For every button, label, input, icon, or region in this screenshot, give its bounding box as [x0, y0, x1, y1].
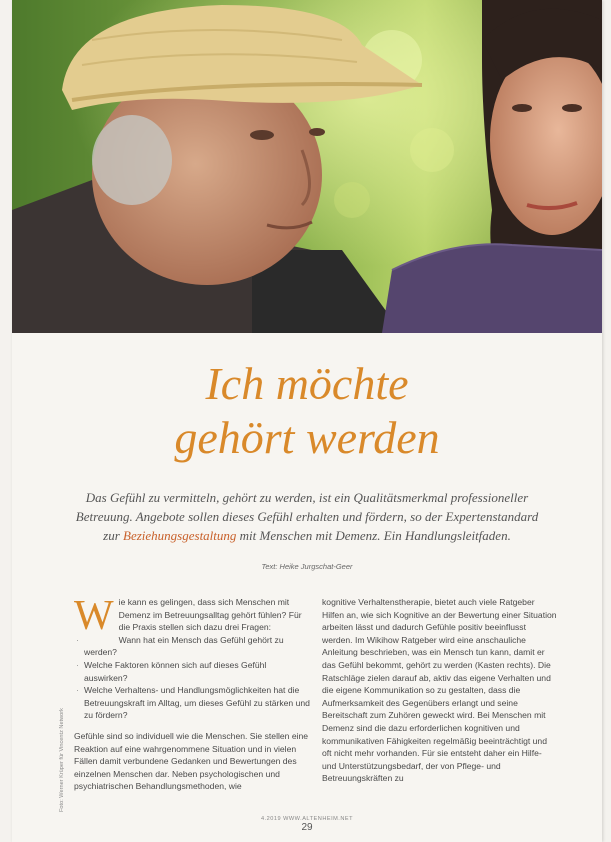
question-1: · Wann hat ein Mensch das Gefühl gehört zu werden? [74, 634, 310, 659]
page-number: 29 [301, 822, 313, 833]
lead-paragraph [74, 593, 310, 639]
lead-text: ie kann es gelingen, dass sich Menschen mit Demenz im Betreuungsalltag gehört fühlen? Für die Praxis stellen sich dazu drei Fragen: [118, 597, 302, 633]
author-line: Text: Heike Jurgschat-Geer [261, 562, 353, 571]
text-column-left [74, 593, 310, 793]
photo-elderly-man-and-woman [12, 0, 602, 333]
intro-highlight: Beziehungsgestaltung [123, 528, 237, 543]
body-paragraph-left: Gefühle sind so individuell wie die Menschen. Sie stellen eine Reaktion auf eine wahrgenommene Situation und in vielen Fällen damit verbundene Gedanken und Bewertungen des einzelnen Menschen dar. Neben psychologischen und psychiatrischen Behandlungsmethoden, wie [74, 730, 309, 792]
body-paragraph-right: kognitive Verhaltenstherapie, bietet auch viele Ratgeber Hilfen an, wie sich Kognitive an der Bewertung einer Situation arbeiten lässt und dadurch Gefühle positiv beeinflusst werden. Im Wikihow Ratgeber wird eine anschauliche Anleitung beschrieben, was ein Mensch tun kann, damit er das Gefühl bekommt, gehört zu werden (Kasten rechts). Die Ratschläge zielen darauf ab, aktiv das eigene Verhalten und die eigene Kommunikation so zu gestalten, dass die Aufmerksamkeit des Gegenübers erlangt und seine Bereitschaft zum Zuhören geweckt wird. Bei Menschen mit Demenz sind die dazu erforderlichen kognitiven und kommunikativen Fähigkeiten regelmäßig beeinträchtigt und oft nicht mehr vorhanden. Für sie entsteht daher ein Hilfe- und Unterstützungsbedarf, der von Pflege- und Betreuungskräften zu [322, 597, 557, 784]
photo-credit: Foto: Werner Krüper für Vincentz Network [59, 708, 65, 812]
headline-line-1: Ich möchte [205, 358, 409, 409]
header-photo [12, 0, 602, 333]
footer-publication: 4.2019 WWW.ALTENHEIM.NET [260, 816, 354, 822]
text-column-right [322, 596, 558, 785]
question-3: · Welche Verhaltens- und Handlungsmöglichkeiten hat die Betreuungskraft im Alltag, um dieses Gefühl zu stärken und zu fördern? [74, 684, 310, 722]
intro-paragraph [72, 488, 542, 545]
question-2: · Welche Faktoren können sich auf dieses Gefühl auswirken? [74, 659, 310, 684]
intro-text-1: Das Gefühl zu vermitteln, gehört zu werden, ist ein Qualitätsmerkmal professioneller Betreuung. Angebote sollen dieses Gefühl erhalten und fördern, so der Expertenstandard zur [75, 490, 539, 543]
drop-cap: W [74, 593, 114, 639]
intro-text-2: mit Menschen mit Demenz. Ein Handlungsleitfaden. [236, 528, 511, 543]
headline-line-2: gehört werden [174, 412, 440, 463]
magazine-page [12, 0, 602, 842]
